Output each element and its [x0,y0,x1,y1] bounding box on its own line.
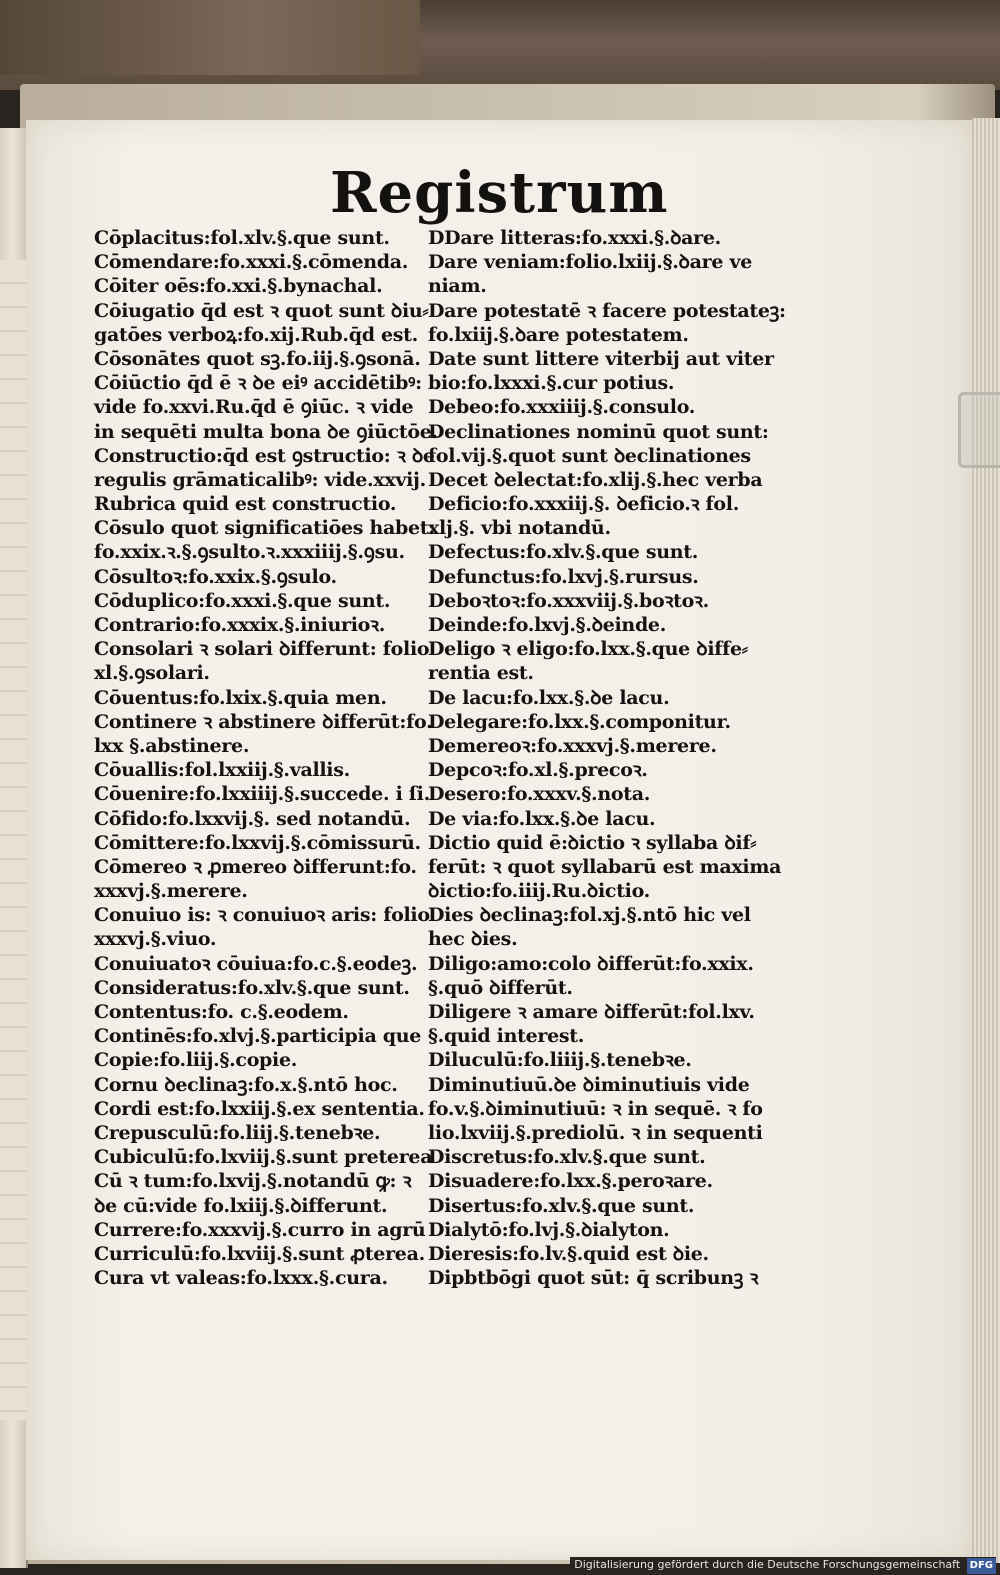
register-entry: Constructio:q̄d est ꝯstructio: ꝛ ꝺe [94,444,435,467]
register-entry: Dictio quid ē:ꝺictio ꝛ syllaba ꝺif⸗ [428,831,757,854]
register-entry: ferūt: ꝛ quot syllabarū est maxima [428,855,782,878]
register-entry: Cubiculū:fo.lxviij.§.sunt preterea [94,1146,433,1169]
register-entry: Cōduplico:fo.xxxi.§.que sunt. [94,589,391,612]
register-entry: rentia est. [428,662,534,685]
register-entry: Contrario:fo.xxxix.§.iniurioꝛ. [94,614,386,636]
register-entry: Dipbtbōgi quot sūt: q̄ scribunꝫ ꝛ [428,1267,759,1290]
register-entry: Cōuallis:fol.lxxiij.§.vallis. [94,759,350,782]
register-entry: Cōmittere:fo.lxxvij.§.cōmissurū. [94,831,421,854]
register-entry: Rubrica quid est constructio. [94,493,397,516]
register-entry: regulis grāmaticalibꝰ: vide.xxvij. [94,468,426,491]
register-entry: Diligo:amo:colo ꝺifferūt:fo.xxix. [428,952,754,975]
register-entry: Cōmendare:fo.xxxi.§.cōmenda. [94,251,409,274]
register-entry: Deligo ꝛ eligo:fo.lxx.§.que ꝺiffe⸗ [428,638,748,661]
page-title: Registrum [330,160,669,226]
register-entry: Cōmereo ꝛ ꝓmereo ꝺifferunt:fo. [94,855,417,878]
register-entry: Continēs:fo.xlvj.§.participia que [94,1025,422,1048]
register-entry: Dialytō:fo.lvj.§.ꝺialyton. [428,1218,670,1241]
register-entry: Cura vt valeas:fo.lxxx.§.cura. [94,1267,388,1290]
dfg-logo: DFG [967,1558,996,1574]
register-entry: Disuadere:fo.lxx.§.peroꝛare. [428,1170,713,1193]
register-entry: Crepusculū:fo.liij.§.tenebꝛe. [94,1121,381,1144]
register-entry: §.quid interest. [428,1025,585,1048]
register-entry: xlj.§. vbi notandū. [428,517,611,540]
register-entry: Demereoꝛ:fo.xxxvj.§.merere. [428,734,717,757]
register-entry: Cōfido:fo.lxxvij.§. sed notandū. [94,807,411,830]
register-entry: Cū ꝛ tum:fo.lxvij.§.notandū ꝙ: ꝛ [94,1170,412,1193]
register-entry: Cōiūctio q̄d ē ꝛ ꝺe eiꝰ accidētibꝰ: [94,372,422,395]
register-entry: Disertus:fo.xlv.§.que sunt. [428,1194,695,1217]
register-entry: Depcoꝛ:fo.xl.§.precoꝛ. [428,759,648,782]
register-entry: Deboꝛtoꝛ:fo.xxxviij.§.boꝛtoꝛ. [428,589,709,612]
register-entry: Conuiuo is: ꝛ conuiuoꝛ aris: folio [94,904,430,927]
register-entry: gatōes verboꝝ:fo.xij.Rub.q̄d est. [94,323,418,346]
register-entry: hec ꝺies. [428,928,518,951]
register-entry: Diligere ꝛ amare ꝺifferūt:fol.lxv. [428,1001,755,1023]
register-entry: Diluculū:fo.liiij.§.tenebꝛe. [428,1049,692,1072]
register-entry: niam. [428,275,487,298]
register-entry: lxx §.abstinere. [94,734,250,757]
register-entry: Consolari ꝛ solari ꝺifferunt: folio [94,638,430,661]
register-entry: Delegare:fo.lxx.§.componitur. [428,710,731,733]
register-entry: Discretus:fo.xlv.§.que sunt. [428,1146,706,1169]
register-entry: Cōsultoꝛ:fo.xxix.§.ꝯsulo. [94,565,337,588]
register-entry: Consideratus:fo.xlv.§.que sunt. [94,976,410,999]
register-entry: Continere ꝛ abstinere ꝺifferūt:fo. [94,710,433,733]
register-entry: Date sunt littere viterbij aut viter [428,347,774,370]
register-entry: Debeo:fo.xxxiiij.§.consulo. [428,396,696,419]
register-entry: Cōuenire:fo.lxxiiij.§.succede. i ſi. [94,783,430,806]
register-entry: in sequēti multa bona ꝺe ꝯiūctōe. [94,420,438,443]
register-entry: Desero:fo.xxxv.§.nota. [428,783,651,806]
register-entry: Deficio:fo.xxxiij.§. ꝺeficio.ꝛ fol. [428,493,740,516]
register-entry: vide fo.xxvi.Ru.q̄d ē ꝯiūc. ꝛ vide [94,396,414,419]
register-entry: Decet ꝺelectat:fo.xlij.§.hec verba [428,468,763,491]
digitization-credit [570,1557,996,1573]
register-entry: Defectus:fo.xlv.§.que sunt. [428,541,699,564]
register-entry: De via:fo.lxx.§.ꝺe lacu. [428,807,656,830]
register-entry: fo.xxix.ꝛ.§.ꝯsulto.ꝛ.xxxiiij.§.ꝯsu. [94,541,405,564]
register-entry: §.quō ꝺifferūt. [428,976,573,999]
register-entry: Dieresis:fo.lv.§.quid est ꝺie. [428,1242,709,1265]
register-entry: fol.vij.§.quot sunt ꝺeclinationes [428,444,751,467]
register-entry: Diminutiuū.ꝺe ꝺiminutiuis vide [428,1073,750,1096]
page-edges [972,118,1000,1563]
register-entry: bio:fo.lxxxi.§.cur potius. [428,372,675,395]
register-entry: xxxvj.§.viuo. [94,928,217,951]
register-entry: fo.v.§.ꝺiminutiuū: ꝛ in sequē. ꝛ fo [428,1097,763,1120]
register-entry: lio.lxviij.§.prediolū. ꝛ in sequenti [428,1121,763,1144]
register-entry: Cōuentus:fo.lxix.§.quia men. [94,686,387,709]
register-entry: xxxvj.§.merere. [94,880,248,903]
book-board [0,0,420,75]
register-entry: Dare potestatē ꝛ facere potestateꝫ: [428,299,786,322]
register-entry: Defunctus:fo.lxvj.§.rursus. [428,565,699,588]
register-entry: xl.§.ꝯsolari. [94,662,210,685]
register-entry: Cōsulo quot significatiōes habet: [94,517,435,540]
register-entry: De lacu:fo.lxx.§.ꝺe lacu. [428,686,670,709]
left-page-strip [0,260,26,1420]
register-entry: Declinationes nominū quot sunt: [428,420,769,443]
register-entry: ꝺe cū:vide fo.lxiij.§.ꝺifferunt. [94,1194,388,1217]
register-entry: Dare veniam:folio.lxiij.§.ꝺare ve [428,251,752,274]
register-entry: Contentus:fo. c.§.eodem. [94,1001,349,1023]
register-entry: Cōiter oēs:fo.xxi.§.bynachal. [94,275,383,298]
register-entry: fo.lxiij.§.ꝺare potestatem. [428,323,689,346]
register-entry: ꝺictio:fo.iiij.Ru.ꝺictio. [428,880,650,903]
page-clip [958,392,1000,468]
credit-text: Digitalisierung gefördert durch die Deutsche Forschungsgemeinschaft [574,1558,961,1571]
register-entry: Copie:fo.liij.§.copie. [94,1049,298,1072]
register-entry: Cordi est:fo.lxxiij.§.ex sententia. [94,1097,425,1120]
register-entry: Cōiugatio q̄d est ꝛ quot sunt ꝺiu⸗ [94,299,429,322]
register-left-column [94,226,438,1290]
register-entry: Cornu ꝺeclinaꝫ:fo.x.§.ntō hoc. [94,1073,398,1096]
register-entry: Dies ꝺeclinaꝫ:fol.xj.§.ntō hic vel [428,904,751,927]
register-right-column [428,226,786,1290]
register-entry: Deinde:fo.lxvj.§.ꝺeinde. [428,614,667,636]
register-entry: Cōsonātes quot sꝫ.fo.iij.§.ꝯsonā. [94,347,421,370]
register-entry: Curriculū:fo.lxviij.§.sunt ꝓterea. [94,1242,425,1265]
register-entry: Cōplacitus:fol.xlv.§.que sunt. [94,227,390,249]
register-entry: Conuiuatoꝛ cōuiua:fo.c.§.eodeꝫ. [94,952,418,975]
register-entry: Currere:fo.xxxvij.§.curro in agrū [94,1218,426,1241]
register-entry: DDare litteras:fo.xxxi.§.ꝺare. [428,227,721,249]
